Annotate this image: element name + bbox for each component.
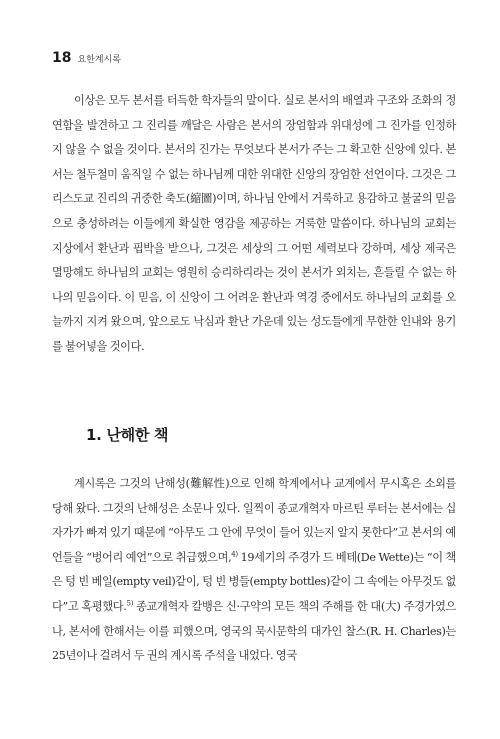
paragraph-2-text-b: 19세기의 주경가 드 베테(De Wette)는 “이 책은 텅 빈 베일(empty veil)같이, 텅 빈 병들(empty bottles)같이 그 속에는 아무것도 없다”고 혹평했다. [52,550,456,613]
footnote-ref-5: 5) [126,599,133,608]
running-header [52,50,121,66]
paragraph-2-text-a: 계시록은 그것의 난해성(難解性)으로 인해 학계에서나 교계에서 무시혹은 소외를 당해 왔다. 그것의 난해성은 소문나 있다. 일찍이 종교개혁자 마르틴 루터는 본서에는 십자가가 빠져 있기 때문에 “아무도 그 안에 무엇이 들어 있는지 알지 못한다”고 본서의 예언들을 “벙어리 예언”으로 취급했으며, [52,477,456,564]
footnote-ref-4: 4) [231,550,238,559]
section-heading: 1. 난해한 책 [86,426,169,444]
body-paragraph-2 [52,472,456,669]
book-title: 요한계시록 [77,55,121,65]
body-paragraph-1: 이상은 모두 본서를 터득한 학자들의 말이다. 실로 본서의 배열과 구조와 조화의 정연함을 발견하고 그 진리를 깨달은 사람은 본서의 장엄함과 위대성에 그 진가를 인정하지 않을 수 없을 것이다. 본서의 진가는 무엇보다 본서가 주는 그 확고한 신앙에 있다. 본서는 철두철미 움직일 수 없는 하나님께 대한 위대한 신앙의 장엄한 선언이다. 그것은 그리스도교 진리의 귀중한 축도(縮圖)이며, 하나님 안에서 거룩하고 용감하고 불굴의 믿음으로 충성하려는 이들에게 확실한 영감을 제공하는 거룩한 말씀이다. 하나님의 교회는 지상에서 환난과 핍박을 받으나, 그것은 세상의 그 어떤 세력보다 강하며, 세상 제국은 멸망해도 하나님의 교회는 영원히 승리하리라는 것이 본서가 외치는, 흔들릴 수 없는 하나의 믿음이다. 이 믿음, 이 신앙이 그 어려운 환난과 역경 중에서도 하나님의 교회를 오늘까지 지켜 왔으며, 앞으로도 낙심과 환난 가운데 있는 성도들에게 무한한 인내와 용기를 불어넣을 것이다. [52,94,456,353]
paragraph-2-text-c: 종교개혁자 칼뱅은 신·구약의 모든 책의 주해를 한 대(大) 주경가였으나, 본서에 한해서는 이를 피했으며, 영국의 묵시문학의 대가인 찰스(R. H. Charles)는 25년이나 걸려서 두 권의 계시록 주석을 내었다. 영국 [52,599,456,663]
page-number: 18 [52,50,72,66]
